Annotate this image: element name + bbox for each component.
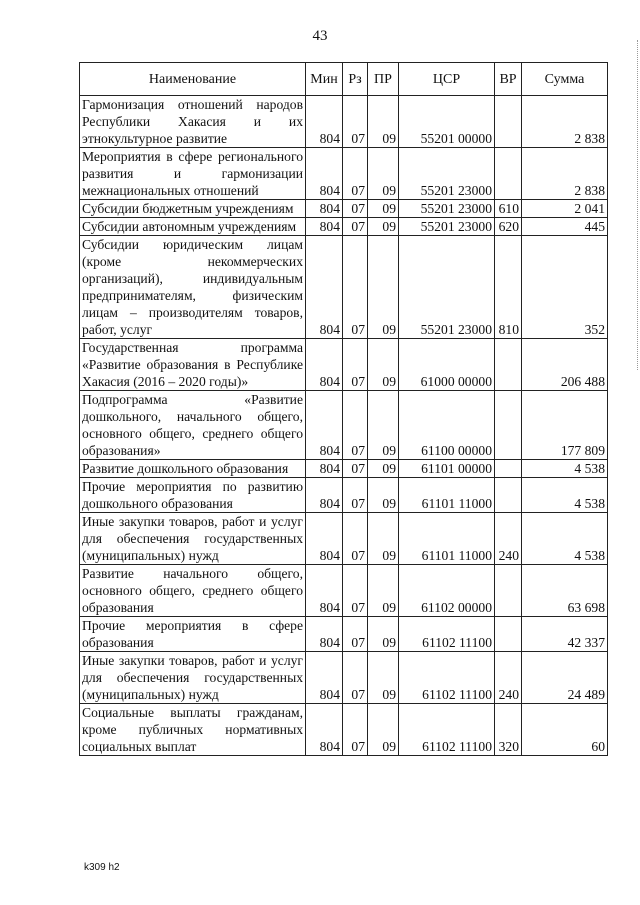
cell-pr: 09 [368,236,399,339]
cell-csr: 55201 23000 [399,218,495,236]
cell-sum: 2 838 [522,96,608,148]
cell-sum: 60 [522,704,608,756]
cell-min: 804 [306,96,343,148]
table-row [80,236,608,339]
cell-name: Мероприятия в сфере регионального развития и гармонизации межнациональных отношений [80,148,306,200]
cell-sum: 4 538 [522,478,608,513]
cell-vr [495,617,522,652]
cell-csr: 61102 11100 [399,617,495,652]
cell-rz: 07 [343,339,368,391]
header-rz: Рз [343,63,368,96]
cell-pr: 09 [368,617,399,652]
cell-csr: 61102 11100 [399,652,495,704]
cell-min: 804 [306,478,343,513]
cell-min: 804 [306,460,343,478]
cell-min: 804 [306,704,343,756]
table-body [80,96,608,756]
cell-rz: 07 [343,704,368,756]
cell-vr [495,148,522,200]
cell-sum: 63 698 [522,565,608,617]
cell-pr: 09 [368,478,399,513]
cell-rz: 07 [343,148,368,200]
cell-rz: 07 [343,513,368,565]
cell-min: 804 [306,391,343,460]
cell-name: Субсидии юридическим лицам (кроме некоммерческих организаций), индивидуальным предпринимателям, физическим лицам – производителям товаров, работ, услуг [80,236,306,339]
cell-rz: 07 [343,565,368,617]
table-row [80,565,608,617]
cell-csr: 55201 00000 [399,96,495,148]
cell-rz: 07 [343,460,368,478]
cell-name: Иные закупки товаров, работ и услуг для обеспечения государственных (муниципальных) нужд [80,513,306,565]
cell-min: 804 [306,513,343,565]
cell-name: Подпрограмма «Развитие дошкольного, начального общего, основного общего, среднего общего образования» [80,391,306,460]
cell-csr: 61000 00000 [399,339,495,391]
cell-pr: 09 [368,200,399,218]
cell-name: Государственная программа «Развитие образования в Республике Хакасия (2016 – 2020 годы)» [80,339,306,391]
cell-vr: 620 [495,218,522,236]
table-row [80,218,608,236]
cell-name: Прочие мероприятия по развитию дошкольного образования [80,478,306,513]
cell-rz: 07 [343,200,368,218]
cell-csr: 61100 00000 [399,391,495,460]
cell-vr: 240 [495,513,522,565]
cell-min: 804 [306,565,343,617]
table-row [80,200,608,218]
cell-sum: 206 488 [522,339,608,391]
cell-pr: 09 [368,148,399,200]
cell-pr: 09 [368,339,399,391]
cell-rz: 07 [343,218,368,236]
cell-name: Прочие мероприятия в сфере образования [80,617,306,652]
cell-pr: 09 [368,652,399,704]
table-row [80,617,608,652]
cell-sum: 4 538 [522,460,608,478]
cell-min: 804 [306,339,343,391]
cell-csr: 61102 00000 [399,565,495,617]
cell-pr: 09 [368,565,399,617]
cell-name: Гармонизация отношений народов Республики Хакасия и их этнокультурное развитие [80,96,306,148]
header-vr: ВР [495,63,522,96]
cell-sum: 42 337 [522,617,608,652]
cell-csr: 61101 11000 [399,513,495,565]
table-header-row [80,63,608,96]
cell-min: 804 [306,236,343,339]
footer-code: k309 h2 [84,862,120,873]
cell-vr: 810 [495,236,522,339]
cell-min: 804 [306,218,343,236]
cell-name: Иные закупки товаров, работ и услуг для обеспечения государственных (муниципальных) нужд [80,652,306,704]
header-csr: ЦСР [399,63,495,96]
table-row [80,148,608,200]
cell-name: Субсидии бюджетным учреждениям [80,200,306,218]
scan-edge-marks [635,40,638,370]
cell-csr: 55201 23000 [399,236,495,339]
table-row [80,460,608,478]
cell-rz: 07 [343,652,368,704]
page-number: 43 [312,28,328,44]
header-name: Наименование [80,63,306,96]
header-pr: ПР [368,63,399,96]
cell-vr: 240 [495,652,522,704]
table-row [80,391,608,460]
table-row [80,339,608,391]
cell-sum: 24 489 [522,652,608,704]
cell-csr: 61101 00000 [399,460,495,478]
cell-vr [495,339,522,391]
cell-name: Субсидии автономным учреждениям [80,218,306,236]
cell-vr [495,96,522,148]
table-row [80,96,608,148]
cell-sum: 2 041 [522,200,608,218]
cell-pr: 09 [368,704,399,756]
cell-rz: 07 [343,478,368,513]
cell-pr: 09 [368,96,399,148]
cell-rz: 07 [343,236,368,339]
cell-sum: 445 [522,218,608,236]
cell-csr: 61102 11100 [399,704,495,756]
cell-min: 804 [306,200,343,218]
cell-name: Социальные выплаты гражданам, кроме публичных нормативных социальных выплат [80,704,306,756]
cell-sum: 2 838 [522,148,608,200]
cell-vr [495,391,522,460]
table-row [80,704,608,756]
cell-vr [495,478,522,513]
cell-csr: 61101 11000 [399,478,495,513]
cell-name: Развитие дошкольного образования [80,460,306,478]
cell-csr: 55201 23000 [399,200,495,218]
cell-pr: 09 [368,460,399,478]
cell-min: 804 [306,652,343,704]
cell-vr: 610 [495,200,522,218]
cell-sum: 4 538 [522,513,608,565]
cell-pr: 09 [368,218,399,236]
cell-rz: 07 [343,96,368,148]
cell-min: 804 [306,148,343,200]
cell-sum: 352 [522,236,608,339]
table-row [80,478,608,513]
cell-min: 804 [306,617,343,652]
cell-csr: 55201 23000 [399,148,495,200]
cell-sum: 177 809 [522,391,608,460]
cell-rz: 07 [343,617,368,652]
cell-rz: 07 [343,391,368,460]
table-row [80,513,608,565]
header-sum: Сумма [522,63,608,96]
cell-vr [495,565,522,617]
cell-vr: 320 [495,704,522,756]
budget-table [79,62,608,756]
cell-name: Развитие начального общего, основного общего, среднего общего образования [80,565,306,617]
cell-pr: 09 [368,513,399,565]
cell-pr: 09 [368,391,399,460]
header-min: Мин [306,63,343,96]
table-row [80,652,608,704]
cell-vr [495,460,522,478]
